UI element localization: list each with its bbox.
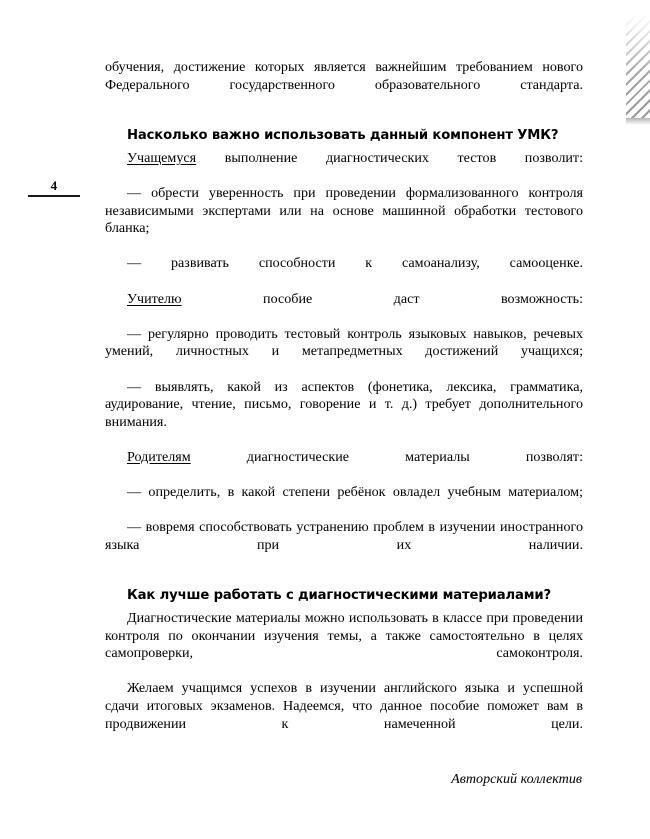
signature: Авторский коллектив	[451, 770, 582, 787]
lead-word-uchashchemusya: Учащемуся	[127, 149, 197, 166]
lead-in-uchitelyu	[105, 291, 583, 326]
list-item: — развивать способности к самоанализу, самооценке.	[127, 255, 583, 272]
lead-rest-roditelyam: диагностические материалы позволят:	[190, 448, 583, 465]
lead-in-uchashchemusya	[105, 150, 583, 185]
lead-word-uchitelyu: Учителю	[127, 290, 182, 307]
folio	[28, 178, 80, 197]
lead-rest-uchitelyu: пособие даст возможность:	[181, 290, 583, 307]
folio-rule	[28, 195, 80, 197]
striped-edge-tab-shadow	[626, 118, 650, 125]
section-heading-1: Насколько важно использовать данный компонент УМК?	[127, 127, 559, 143]
list-item: — вовремя способствовать устранению проблем в изучении иностранного языка при их наличии.	[105, 519, 583, 553]
section-heading-2: Как лучше работать с диагностическими материалами?	[127, 588, 551, 604]
list-item: — выявлять, какой из аспектов (фонетика, лексика, грамматика, аудирование, чтение, письмо, говорение и т. д.) требует дополнительного внимания.	[105, 378, 583, 430]
page-body	[105, 59, 583, 788]
list-item: — обрести уверенность при проведении формализованного контроля независимыми экспертами или на основе машинной обработки тестового бланка;	[105, 184, 583, 237]
lead-word-roditelyam: Родителям	[127, 448, 191, 465]
spacer	[105, 112, 583, 127]
opening-paragraph: обучения, достижение которых является важнейшим требованием нового Федерального государственного образовательного стандарта.	[105, 59, 583, 93]
lead-in-roditelyam	[105, 449, 583, 484]
closing-paragraph-1: Диагностические материалы можно использовать в классе при проведении контроля по окончании изучения темы, а также самостоятельно в целях самопроверки, самоконтроля.	[105, 610, 583, 662]
list-item: — определить, в какой степени ребёнок овладел учебным материалом;	[127, 484, 583, 501]
closing-paragraph-2: Желаем учащимся успехов в изучении английского языка и успешной сдачи итоговых экзаменов. Надеемся, что данное пособие поможет вам в продвижении к намеченной цели.	[105, 680, 583, 732]
lead-rest-uchashchemusya: выполнение диагностических тестов позволит:	[196, 149, 583, 166]
striped-edge-tab	[626, 14, 650, 118]
spacer	[105, 572, 583, 587]
page-number: 4	[50, 178, 58, 193]
list-item: — регулярно проводить тестовый контроль языковых навыков, речевых умений, личностных и метапредметных достижений учащихся;	[105, 325, 583, 360]
